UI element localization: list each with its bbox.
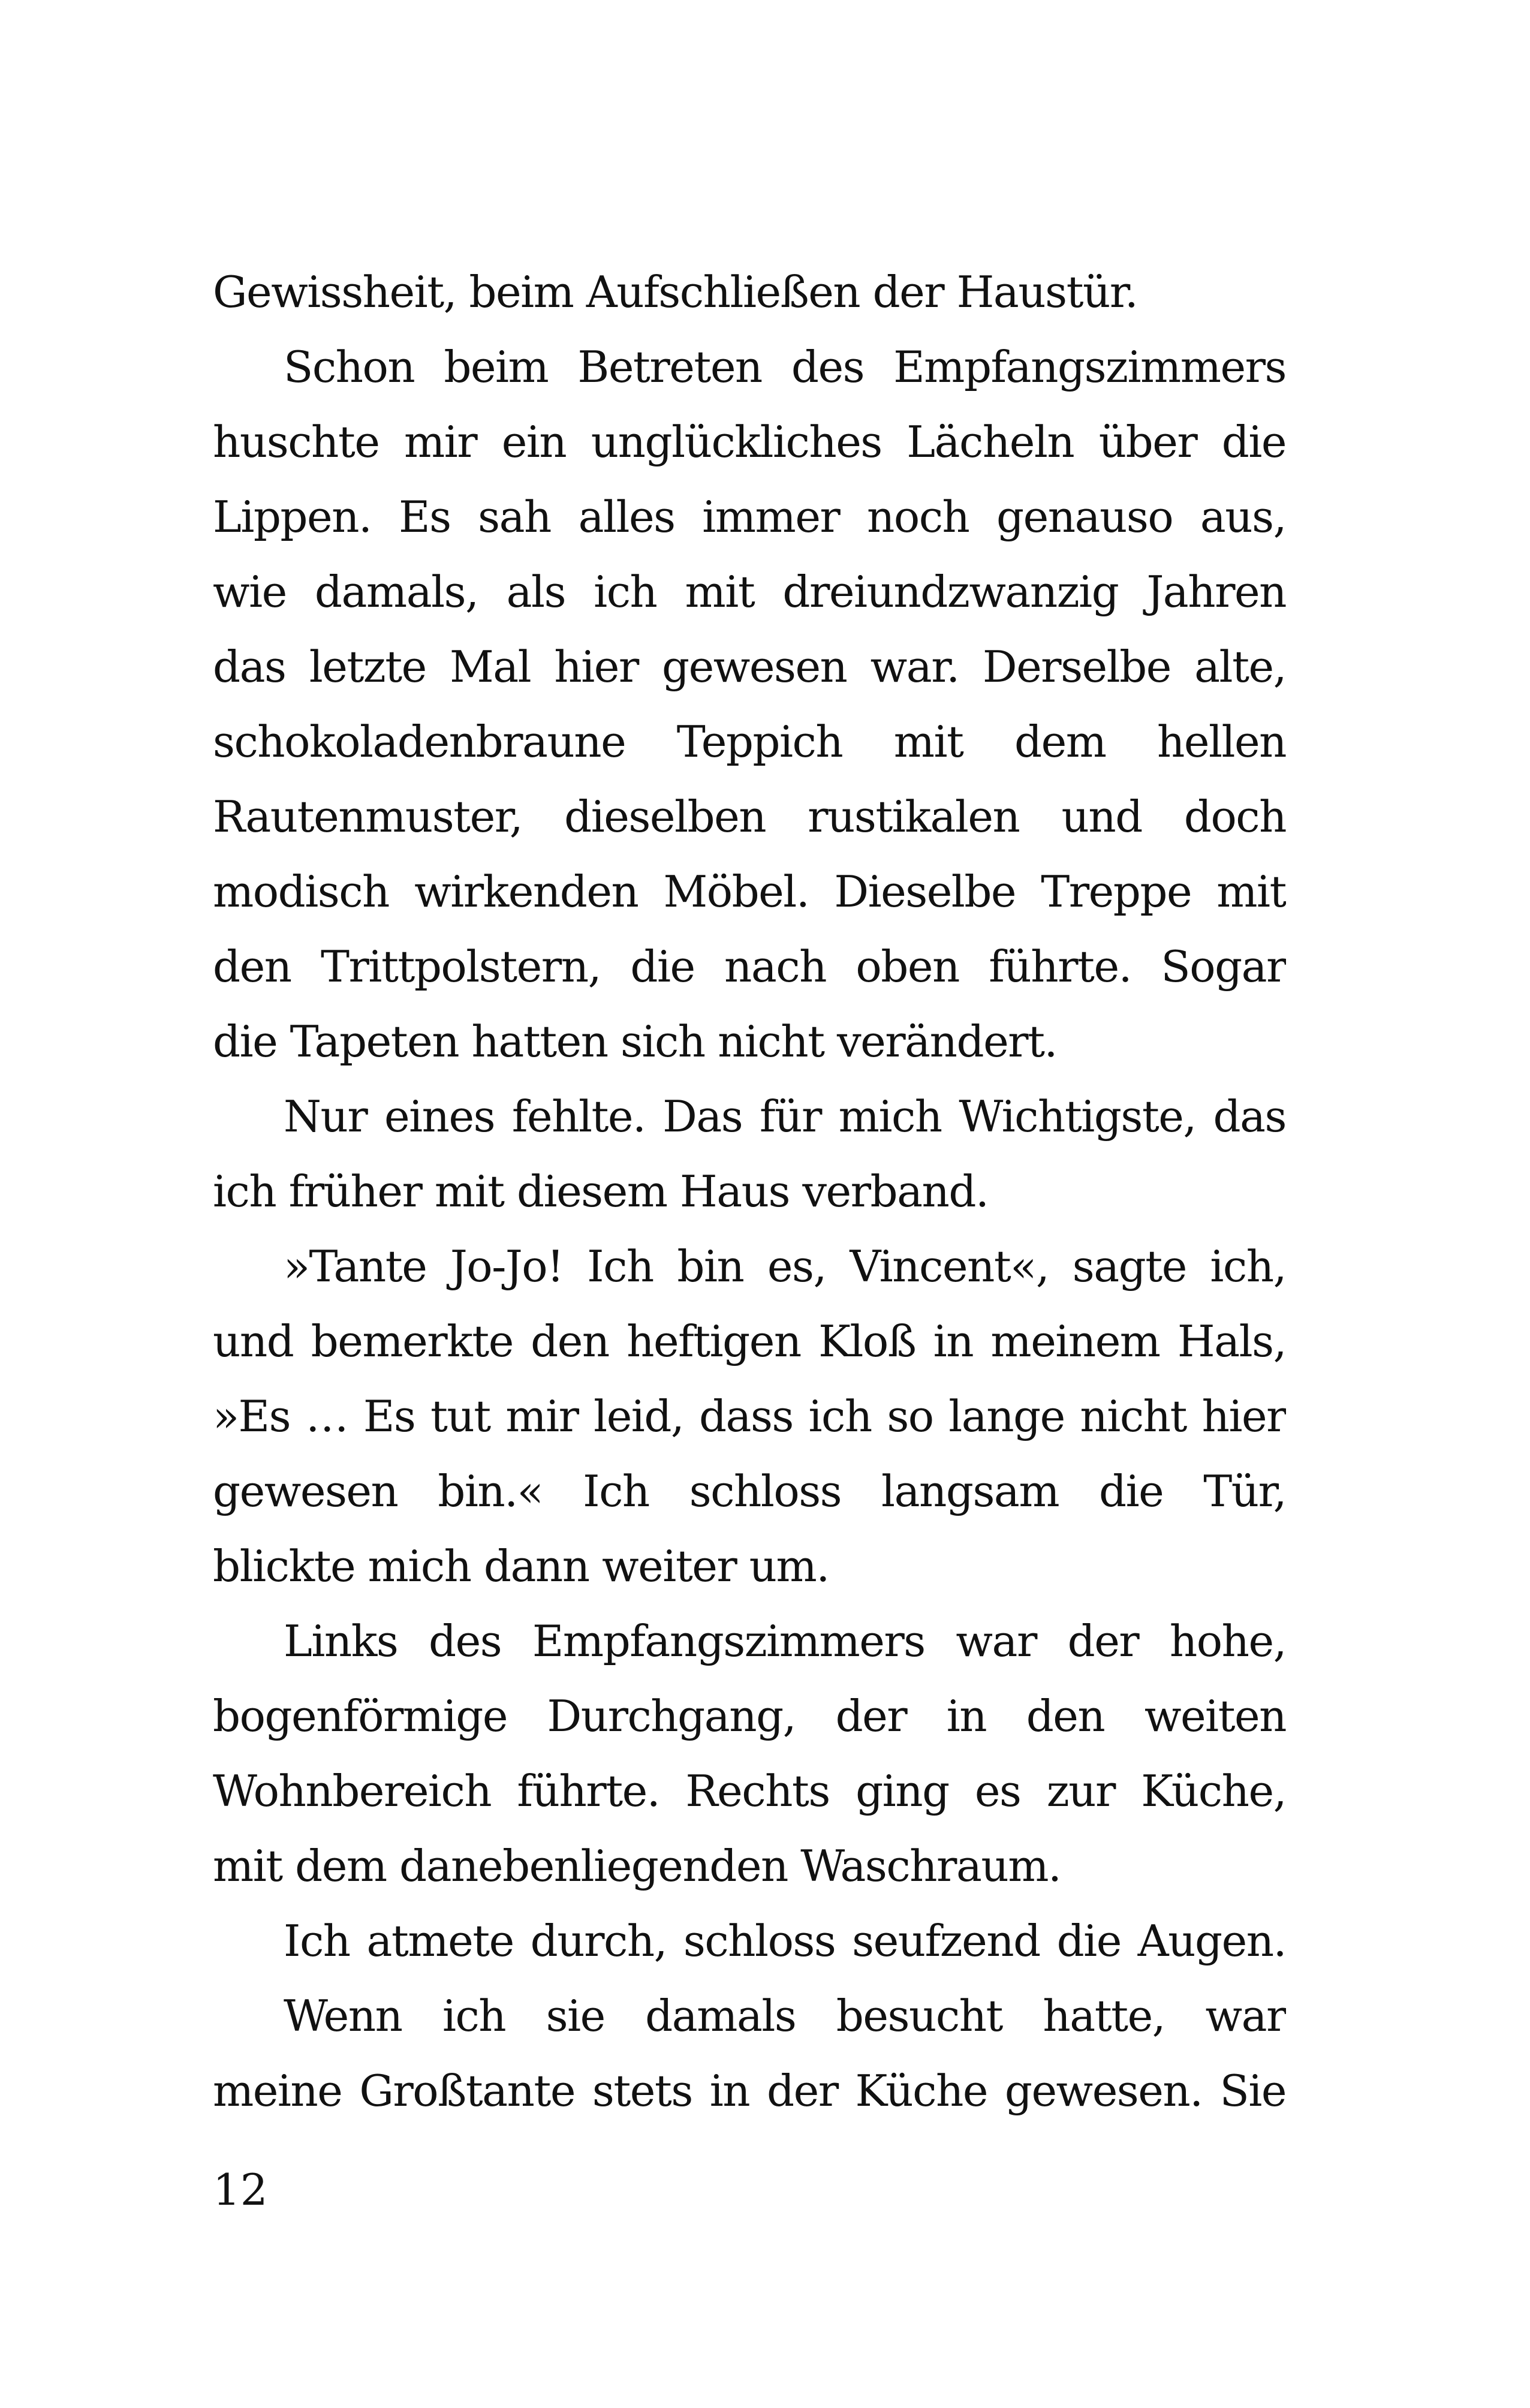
text-line: Wohnbereich führte. Rechts ging es zur Küche, [213,1766,1286,1816]
text-line: Links des Empfangszimmers war der hohe, [284,1616,1286,1666]
text-line: wie damals, als ich mit dreiundzwanzig Jahren [213,567,1286,617]
text-line: Wenn ich sie damals besucht hatte, war [284,1991,1286,2041]
text-line: Nur eines fehlte. Das für mich Wichtigste, das [284,1091,1286,1142]
text-line: blickte mich dann weiter um. [213,1541,829,1591]
text-line: den Trittpolstern, die nach oben führte. Sogar [213,941,1286,992]
text-line: huschte mir ein unglückliches Lächeln über die [213,417,1286,467]
text-line: mit dem danebenliegenden Waschraum. [213,1841,1061,1891]
body-text [213,255,1286,2129]
text-line: Rautenmuster, dieselben rustikalen und doch [213,791,1286,842]
text-line: Lippen. Es sah alles immer noch genauso aus, [213,492,1286,542]
page-number: 12 [213,2165,268,2215]
text-line: meine Großtante stets in der Küche gewesen. Sie [213,2066,1286,2116]
text-line: bogenförmige Durchgang, der in den weiten [213,1691,1286,1741]
text-line: »Es … Es tut mir leid, dass ich so lange nicht hier [213,1391,1286,1441]
text-line: ich früher mit diesem Haus verband. [213,1166,989,1217]
text-line: schokoladenbraune Teppich mit dem hellen [213,717,1286,767]
text-line: Gewissheit, beim Aufschließen der Haustür. [213,267,1138,317]
text-line: die Tapeten hatten sich nicht verändert. [213,1016,1057,1067]
text-line: modisch wirkenden Möbel. Dieselbe Treppe mit [213,866,1286,917]
text-line: Schon beim Betreten des Empfangszimmers [284,342,1286,392]
text-line: »Tante Jo-Jo! Ich bin es, Vincent«, sagte ich, [284,1241,1286,1292]
text-line: das letzte Mal hier gewesen war. Derselbe alte, [213,642,1286,692]
text-line: und bemerkte den heftigen Kloß in meinem Hals, [213,1316,1286,1366]
text-line: gewesen bin.« Ich schloss langsam die Tür, [213,1466,1286,1516]
text-line: Ich atmete durch, schloss seufzend die Augen. [284,1916,1286,1966]
